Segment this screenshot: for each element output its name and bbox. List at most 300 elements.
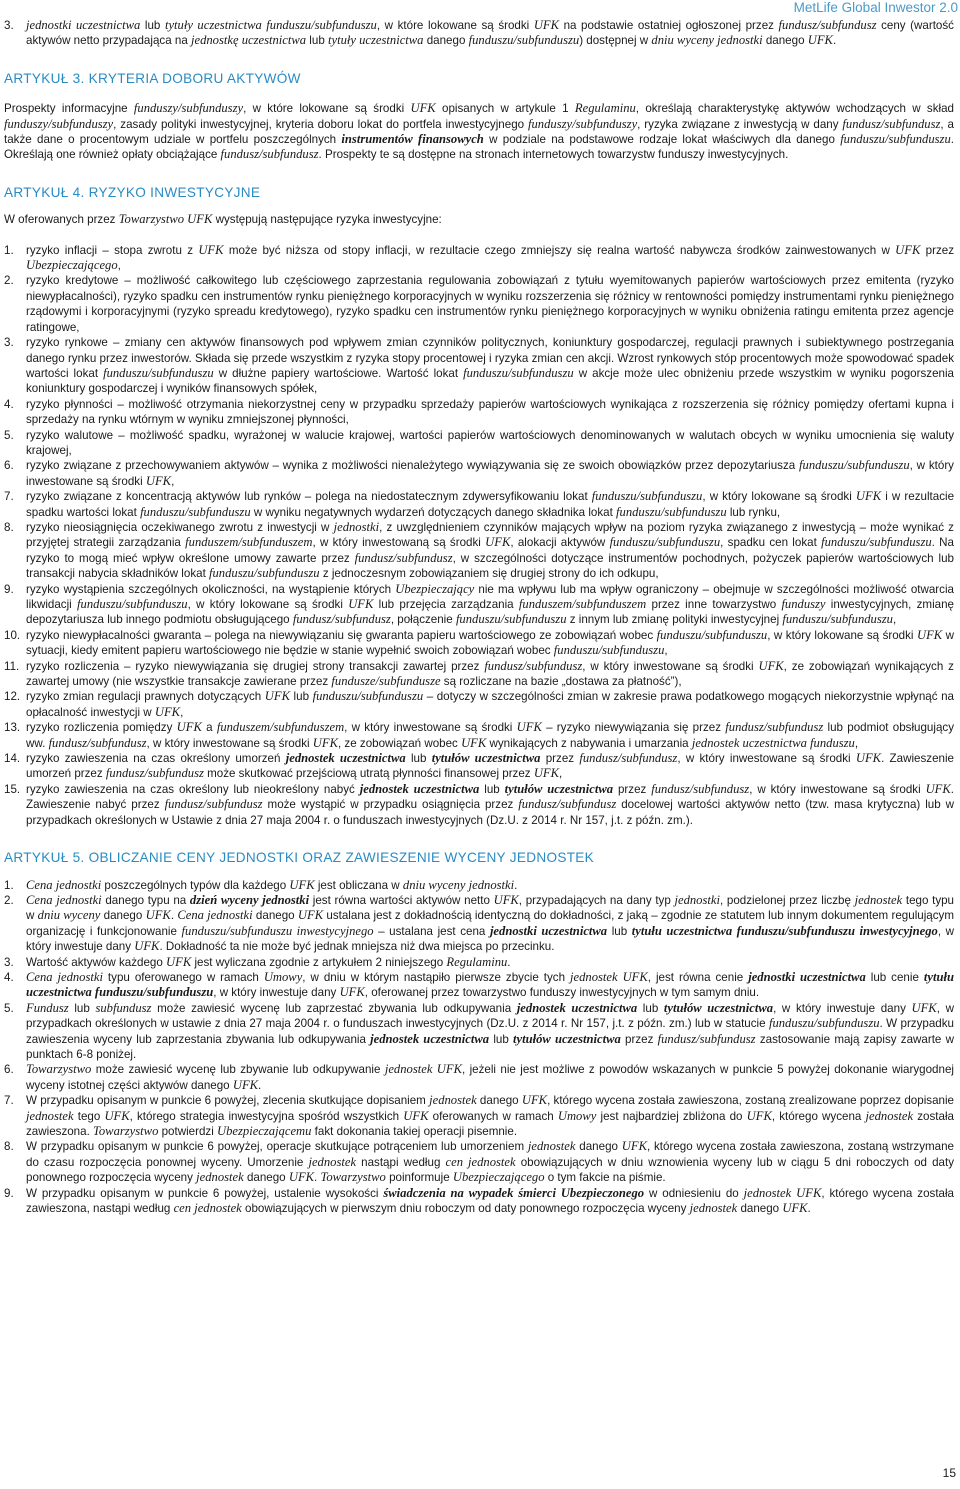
- list-item: [4, 878, 954, 893]
- text-run: ,: [180, 705, 184, 719]
- emphasized-term: dniu wyceny jednostki: [402, 877, 515, 892]
- emphasized-term: jednostek: [743, 1185, 792, 1200]
- list-item: [4, 1186, 954, 1217]
- item-number: 7.: [4, 1094, 14, 1108]
- text-run: .: [507, 955, 511, 969]
- item-text: [26, 336, 954, 395]
- text-run: lub podmiot obsługujący ww.: [26, 721, 954, 750]
- text-run: w dłużne papiery wartościowe. Wartość lokat: [213, 366, 464, 380]
- text-run: , w który inwestuje dany: [773, 1001, 912, 1015]
- emphasized-term: UFK: [807, 33, 833, 48]
- emphasized-term: jednostek: [527, 1139, 576, 1154]
- text-run: ryzyko zawieszenia na czas określony umorzeń: [26, 752, 286, 766]
- item-text: [26, 879, 517, 892]
- emphasized-term: Ubezpieczającemu: [217, 1124, 312, 1138]
- emphasized-term: funduszy/subfunduszy: [133, 101, 244, 116]
- text-run: Prospekty informacyjne: [4, 102, 134, 116]
- text-run: , jest równa cenie: [647, 970, 749, 984]
- text-run: W przypadku opisanym w punkcie 6 powyżej, ustalenie wysokości: [26, 1186, 384, 1200]
- emphasized-term: jednostki uczestnictwa: [489, 923, 608, 938]
- emphasized-term: UFK: [297, 908, 324, 923]
- text-run: inwestycyjnych, zmianę depozytariusza lub innego podmiotu obsługującego: [26, 598, 954, 627]
- emphasized-term: Cena jednostki: [26, 877, 102, 892]
- item-number: 9.: [4, 582, 14, 596]
- list-item: [4, 970, 954, 1001]
- text-run: ryzyko zawieszenia na czas określony lub nieokreślony nabyć: [26, 782, 360, 796]
- emphasized-term: UFK: [461, 735, 487, 750]
- text-run: .: [170, 909, 178, 923]
- text-run: docelowej wartości aktywów netto (tzw. masa krytyczna) lub w przypadkach określonych w Ustawie z dnia 27 maja 2004 r. o funduszach inwestycyjnych (Dz.U. z 2014 r. Nr 157, j.t. z późn. zm.).: [26, 798, 955, 827]
- text-run: , w który inwestowane są środki: [26, 459, 954, 488]
- emphasized-term: UFK: [533, 766, 560, 781]
- text-run: – ryzyko niewywiązania się przez: [541, 721, 726, 735]
- item-number: 1.: [4, 878, 14, 892]
- text-run: przez: [920, 243, 955, 257]
- text-run: i w rezultacie spadku wartości lokat: [26, 490, 955, 519]
- emphasized-term: fundusz/subfundusz: [164, 797, 263, 812]
- emphasized-term: Fundusz: [26, 1000, 69, 1015]
- text-run: W przypadku opisanym w punkcie 6 powyżej, zlecenia skutkujące dopisaniem: [26, 1094, 430, 1108]
- emphasized-term: jednostki: [333, 519, 380, 534]
- text-run: ryzyko rynkowe – zmiany cen aktywów finansowych pod wpływem zmian czynników politycznych, koniunktury gospodarczej, regulacji prawnych i subiektywnego postrzegania danego rynku przez inwestorów. Składa się przede wszystkim z ryzyka stopy procentowej i ryzyka zmian cen akcji. Wzrost rynkowych stóp procentowych może spowodować spadek wartości lokat: [26, 336, 954, 380]
- emphasized-term: Regulaminu: [574, 101, 636, 116]
- text-run: , ze zobowiązań wobec: [337, 736, 462, 750]
- document-page: [4, 0, 954, 1216]
- emphasized-term: UFK: [916, 627, 943, 642]
- text-run: ryzyko związane z przechowywaniem aktywów – wynika z możliwości nienależytego wywiązywania się ze swoich obowiązków przez depozytariusza: [26, 459, 800, 473]
- emphasized-term: funduszu/subfunduszu: [312, 689, 424, 704]
- text-run: lub: [306, 34, 328, 48]
- emphasized-term: jednostek uczestnictwa funduszu: [691, 735, 855, 750]
- text-run: , w który lokowane są środki: [187, 598, 349, 611]
- emphasized-term: tytułów uczestnictwa: [513, 1031, 621, 1046]
- item-number: 12.: [4, 690, 21, 704]
- emphasized-term: UFK: [758, 658, 784, 673]
- text-run: poinformuje: [385, 1171, 453, 1185]
- text-run: Wartość aktywów każdego: [26, 955, 167, 969]
- item-number: 11.: [4, 659, 20, 673]
- item-text: [26, 783, 954, 827]
- text-run: danego: [243, 1171, 289, 1185]
- text-run: ryzyko związane z koncentracją aktywów lub rynków – polega na niedostatecznym zdywersyfikowaniu lokat: [26, 490, 592, 504]
- text-run: ,: [892, 613, 897, 627]
- emphasized-term: fundusz/subfundusz: [292, 612, 391, 627]
- text-run: danego: [476, 1094, 522, 1108]
- text-run: występują następujące ryzyka inwestycyjne:: [212, 213, 442, 227]
- text-run: jest wyliczana zgodnie z artykułem 2 niniejszego: [191, 955, 447, 969]
- item-number: 6.: [4, 1063, 14, 1077]
- text-run: danego: [100, 909, 146, 923]
- text-run: o tym fakcie na piśmie.: [544, 1171, 666, 1185]
- list-item: [4, 1139, 954, 1185]
- emphasized-term: tytułów uczestnictwa: [504, 781, 614, 796]
- text-run: , w który inwestuje dany: [26, 924, 954, 954]
- list-item: [4, 628, 954, 659]
- emphasized-term: funduszu/subfunduszu: [468, 33, 580, 48]
- text-run: typu oferowanego w ramach: [102, 970, 264, 984]
- text-run: , w które lokowane są środki: [243, 102, 411, 116]
- text-run: , określają charakterystykę aktywów wchodzących w skład: [635, 102, 954, 116]
- text-run: , w dniu w którym nastąpiło pierwsze zbycie tych: [302, 970, 571, 984]
- text-run: , z uwzględnieniem czynników mających wpływ na poziom ryzyka związanego z inwestycją – może wynikać z przyjętej strategii zarządzania: [26, 520, 954, 550]
- text-run: , spadku cen lokat: [720, 536, 822, 550]
- emphasized-term: fundusz/subfundusz: [48, 735, 147, 750]
- emphasized-term: jednostkę uczestnictwa: [191, 33, 307, 48]
- text-run: . Określają one również opłaty obciążające: [4, 133, 954, 162]
- emphasized-term: fundusz/subfundusz: [651, 781, 750, 796]
- text-run: ryzyko kredytowe – możliwość całkowitego lub częściowego zaprzestania regulowania zobowiązań z tytułu wyemitowanych papierów wartościowych przez emitenta (ryzyko niewypłacalności), ryzyko spadku cen instrumentów rynku pieniężnego korporacyjnych w wyniku rozszerzenia się różnicy w rentowności pomiędzy instrumentami rynku pieniężnego rządowymi i korporacyjnymi (ryzyko spreadu kredytowego), ryzyko spadku cen instrumentów rynku pieniężnego korporacyjnych w wyniku obniżenia ratingu emitenta przez agencje ratingowe,: [26, 274, 954, 334]
- item-number: 10.: [4, 628, 21, 642]
- text-run: , oferowanej przez towarzystwo funduszy inwestycyjnych w tym samym dniu.: [364, 986, 760, 1000]
- valuation-list: [4, 878, 954, 1217]
- item-number: 6.: [4, 459, 14, 473]
- text-run: oferowanych w ramach: [428, 1109, 558, 1123]
- text-run: może być niższa od stopy inflacji, w rezultacie czego zmniejszy się realna wartość nabywcza środków zainwestowanych w: [223, 243, 896, 257]
- emphasized-term: UFK: [154, 704, 181, 719]
- text-run: przez: [540, 752, 580, 766]
- text-run: , którego wycena: [771, 1109, 866, 1123]
- emphasized-term: funduszy: [781, 597, 826, 611]
- item-text: [26, 1140, 954, 1184]
- text-run: , w które lokowane są środki: [376, 19, 534, 32]
- text-run: , w który inwestowane są środki: [344, 721, 517, 735]
- item-number: 5.: [4, 428, 14, 442]
- emphasized-term: funduszu/subfunduszu: [821, 535, 932, 550]
- emphasized-term: fundusz/subfundusz: [579, 751, 678, 766]
- item-text: [26, 721, 954, 749]
- text-run: W oferowanych przez: [4, 213, 119, 227]
- emphasized-term: UFK: [288, 1170, 315, 1185]
- emphasized-term: dniu wyceny jednostki: [651, 33, 763, 48]
- emphasized-term: funduszem/subfunduszem: [518, 597, 647, 611]
- item-number: 5.: [4, 1001, 14, 1015]
- emphasized-term: funduszu/subfunduszu: [782, 612, 893, 627]
- text-run: lub rynku,: [726, 505, 781, 519]
- text-run: z jednoczesnym zobowiązaniem się drugiej strony do ich odkupu,: [319, 567, 659, 581]
- emphasized-term: tytułu uczestnictwa funduszu/subfunduszu: [26, 969, 954, 1000]
- item-text: [26, 521, 954, 580]
- list-item: [4, 520, 954, 582]
- text-run: lub: [68, 1001, 96, 1015]
- emphasized-term: funduszu/subfunduszu: [77, 597, 188, 611]
- list-item: [4, 397, 954, 428]
- item-number: 8.: [4, 520, 14, 534]
- emphasized-term: UFK: [746, 1108, 772, 1123]
- emphasized-term: UFK: [533, 18, 560, 32]
- emphasized-term: tytułów uczestnictwa: [431, 751, 541, 766]
- text-run: ustalana jest z dokładnością identyczną do dokładności, z jaką – zgodnie ze statutem lub innym dokumentem regulującym organizację i funkcjonowanie: [26, 909, 954, 938]
- emphasized-term: UFK: [796, 1185, 822, 1200]
- emphasized-term: tytułów uczestnictwa: [663, 1000, 774, 1015]
- emphasized-term: tytuły uczestnictwa: [328, 33, 424, 48]
- emphasized-term: jednostek: [308, 1154, 357, 1169]
- emphasized-term: funduszu/subfunduszu: [799, 458, 910, 473]
- text-run: , którego wycena została zawieszona, zostaną wstrzymane do czasu rozpoczęcia ponownej wyceny. Umorzenie: [26, 1140, 955, 1169]
- emphasized-term: Towarzystwo: [320, 1170, 386, 1185]
- list-item: [4, 243, 954, 274]
- text-run: ceny (wartość aktywów netto przypadająca na: [26, 19, 954, 48]
- text-run: , przypadających na dany typ: [518, 893, 675, 907]
- emphasized-term: funduszu/subfunduszu: [209, 566, 320, 581]
- text-run: , w który lokowane są środki: [702, 490, 856, 504]
- emphasized-term: jednostek: [570, 969, 618, 984]
- text-run: w sytuacji, kiedy emitent papieru wartościowego nie będzie w stanie wypełnić swoich zobowiązań wobec: [26, 628, 955, 658]
- text-run: ryzyko niewypłacalności gwaranta – polega na niewywiązaniu się gwaranta papieru wartościowego ze zobowiązań wobec: [26, 628, 657, 642]
- emphasized-term: UFK: [232, 1077, 259, 1092]
- emphasized-term: fundusz/subfundusz: [220, 147, 319, 162]
- emphasized-term: funduszem/subfunduszem: [216, 720, 345, 735]
- emphasized-term: jednostek: [384, 1062, 433, 1077]
- emphasized-term: funduszu/subfunduszu: [103, 365, 214, 380]
- item-text: [26, 971, 954, 999]
- text-run: , którego wycena została zawieszona, zostaną zrealizowane poprzez dopisanie: [547, 1094, 954, 1108]
- list-item: [4, 782, 954, 828]
- emphasized-term: UFK: [895, 242, 921, 257]
- text-run: . Dokładność ta nie może być jednak mniejsza niż dwa miejsca po przecinku.: [159, 940, 555, 954]
- text-run: ryzyko rozliczenia pomiędzy: [26, 721, 177, 735]
- item-number: 3.: [4, 955, 14, 969]
- item-number: 13.: [4, 721, 21, 735]
- emphasized-term: UFK: [485, 535, 511, 550]
- emphasized-term: UFK: [621, 1139, 647, 1154]
- text-run: obowiązujących w dniu wznowienia wyceny lub w ciągu 5 dni roboczych od daty ponownego rozpoczęcia wyceny: [26, 1155, 954, 1185]
- item-number: 15.: [4, 782, 21, 796]
- text-run: może wystąpić w przypadku osiągnięcia przez: [262, 798, 519, 812]
- text-run: przez: [620, 1032, 658, 1046]
- text-run: ryzyko wystąpienia szczególnych okoliczności, na wystąpienie których: [26, 582, 396, 596]
- item-text: [26, 1187, 954, 1215]
- emphasized-term: UFK: [166, 954, 192, 969]
- text-run: opisanych w artykule 1: [435, 102, 575, 116]
- emphasized-term: jednostek uczestnictwa: [370, 1031, 490, 1046]
- emphasized-term: UFK: [104, 1108, 130, 1123]
- text-run: lub przejęcia zarządzania: [373, 598, 519, 611]
- emphasized-term: funduszu/subfunduszu: [656, 627, 768, 642]
- text-run: ) dostępnej w: [579, 34, 652, 48]
- item-number: 3.: [4, 19, 14, 32]
- text-run: , w który lokowane są środki: [767, 628, 917, 642]
- text-run: w wyniku negatywnych wydarzeń dotyczących danego składnika lokat: [250, 505, 617, 519]
- emphasized-term: Towarzystwo UFK: [118, 212, 213, 227]
- item-text: [26, 1063, 954, 1091]
- text-run: wynikających z nabywania i umarzania: [486, 736, 692, 750]
- text-run: . W przypadku zawieszenia wyceny lub zaprzestania zbywania lub odkupywania: [26, 1017, 954, 1046]
- text-run: , alokacji aktywów: [510, 536, 610, 550]
- text-run: jest najbardziej zbliżona do: [596, 1109, 747, 1123]
- emphasized-term: funduszu/subfunduszu: [553, 643, 665, 658]
- article-3-paragraph: [4, 101, 954, 163]
- emphasized-term: jednostki uczestnictwa: [26, 18, 141, 32]
- text-run: lub: [479, 782, 505, 796]
- emphasized-term: UFK: [493, 892, 519, 907]
- text-run: danego: [737, 1202, 783, 1216]
- list-item: [4, 720, 954, 751]
- emphasized-term: UFK: [289, 877, 315, 892]
- text-run: jest obliczana w: [314, 878, 403, 892]
- text-run: , ze zobowiązań wynikających z zawartej umowy (nie wszystkie transakcje zawierane przez: [26, 659, 954, 689]
- emphasized-term: UFK: [134, 939, 160, 954]
- emphasized-term: UFK: [312, 735, 338, 750]
- emphasized-term: UFK: [403, 1108, 429, 1123]
- item-number: 4.: [4, 970, 14, 984]
- text-run: nie ma wpływu lub ma wpływ ograniczony – obejmuje w szczególności możliwość otwarcia likwidacji: [26, 582, 954, 611]
- text-run: ,: [664, 644, 668, 658]
- list-item: [4, 689, 954, 720]
- text-run: .: [258, 1078, 262, 1092]
- text-run: , jeżeli nie jest możliwe z powodów wskazanych w punkcie 5 powyżej dokonanie wiarygodnej wyceny istotnej części aktywów danego: [26, 1063, 954, 1092]
- item-text: [26, 752, 954, 780]
- text-run: na podstawie ostatniej ogłoszonej przez: [559, 19, 779, 32]
- text-run: ,: [117, 259, 121, 273]
- text-run: są rozliczane na bazie „dostawa za płatność”),: [440, 675, 682, 689]
- article-4-heading: ARTYKUŁ 4. RYZYKO INWESTYCYJNE: [4, 184, 261, 200]
- emphasized-term: Umowy: [263, 969, 303, 984]
- item-text: [26, 244, 954, 272]
- text-run: , w szczególności dotyczące instrumentów pochodnych, pożyczek papierów wartościowych lub transakcji nabycia składników lokat: [26, 551, 954, 581]
- text-run: fakt dokonania takiej operacji pisemnie.: [311, 1125, 518, 1138]
- text-run: , zasady polityki inwestycyjnej, kryteria doboru lokat do portfela inwestycyjnego: [113, 117, 529, 131]
- article-5-heading: ARTYKUŁ 5. OBLICZANIE CENY JEDNOSTKI ORAZ ZAWIESZENIE WYCENY JEDNOSTEK: [4, 850, 595, 866]
- text-run: , połączenie: [390, 613, 456, 627]
- emphasized-term: funduszu/subfunduszu: [455, 612, 567, 627]
- item-text: [26, 1094, 954, 1138]
- list-item: [4, 273, 954, 335]
- list-item: [4, 1093, 954, 1139]
- emphasized-term: fundusz/subfundusz: [657, 1031, 756, 1046]
- emphasized-term: Towarzystwo: [26, 1062, 92, 1077]
- text-run: ryzyko walutowe – możliwość spadku, wyrażonej w walucie krajowej, wartości papierów wartościowych denominowanych w walutach obcych w wyniku umocnienia się waluty krajowej,: [26, 428, 954, 457]
- text-run: w podziale na podstawowe rodzaje lokat właściwych dla danego: [483, 133, 841, 147]
- text-run: danego: [575, 1140, 622, 1154]
- text-run: z innym lub zmianę polityki inwestycyjnej: [566, 613, 783, 627]
- text-run: ,: [559, 767, 563, 781]
- item-number: 1.: [4, 243, 14, 257]
- item-text: [26, 894, 954, 953]
- item-text: [26, 19, 954, 47]
- emphasized-term: tytuły uczestnictwa funduszu/subfunduszu: [164, 18, 377, 32]
- emphasized-term: UFK: [521, 1093, 548, 1108]
- emphasized-term: jednostek uczestnictwa: [285, 751, 406, 766]
- text-run: ,: [854, 736, 859, 750]
- emphasized-term: fundusz/subfundusz: [518, 797, 617, 812]
- text-run: , a także dane o procentowym udziale w portfelu poszczególnych: [4, 117, 954, 147]
- list-item: [4, 458, 954, 489]
- emphasized-term: Umowy: [557, 1108, 597, 1123]
- list-item: [4, 751, 954, 782]
- emphasized-term: cen jednostek: [173, 1201, 242, 1216]
- text-run: , w który inwestowane są środki: [146, 736, 313, 750]
- text-run: została zawieszona.: [26, 1109, 954, 1138]
- text-run: , w przypadkach określonych w ustawie z dnia 27 maja 2004 r. o funduszach inwestycyjnych (Dz.U. z 2014 r. Nr 157, j.t. z późn. zm.) lub w statucie: [26, 1001, 954, 1031]
- text-run: lub: [607, 924, 632, 938]
- emphasized-term: funduszu/subfunduszu: [616, 504, 727, 519]
- emphasized-term: subfundusz: [95, 1000, 152, 1015]
- emphasized-term: Cena jednostki: [26, 892, 102, 907]
- emphasized-term: fundusz/subfundusz: [354, 550, 453, 565]
- emphasized-term: funduszu/subfunduszu: [840, 132, 951, 147]
- emphasized-term: jednostek: [429, 1093, 477, 1108]
- emphasized-term: UFK: [855, 751, 882, 766]
- emphasized-term: UFK: [410, 101, 436, 116]
- text-run: ryzyko inflacji – stopa zwrotu z: [26, 243, 199, 257]
- text-run: lub cenie: [865, 970, 924, 984]
- text-run: danego: [423, 34, 469, 48]
- emphasized-term: fundusz/subfundusz: [842, 116, 941, 131]
- item-number: 8.: [4, 1140, 14, 1154]
- text-run: przez: [613, 782, 652, 796]
- list-item: [4, 955, 954, 970]
- item-text: [26, 660, 954, 688]
- emphasized-term: jednostek: [196, 1170, 244, 1185]
- emphasized-term: UFK: [348, 597, 374, 611]
- text-run: , którego strategia inwestycyjna spośród wszystkich: [129, 1109, 404, 1123]
- emphasized-term: UFK: [145, 908, 171, 923]
- emphasized-term: UFK: [198, 242, 224, 257]
- list-item: [4, 335, 954, 397]
- text-run: , w który inwestuje dany: [213, 986, 340, 1000]
- list-item: [4, 1001, 954, 1063]
- text-run: – dotyczy w szczególności zmian w zakresie prawa podatkowego mogących niekorzystnie wpłynąć na opłacalność inwestycji w: [26, 690, 954, 719]
- emphasized-term: świadczenia na wypadek śmierci Ubezpieczonego: [383, 1185, 645, 1200]
- text-run: może zawiesić wycenę lub zbywanie lub odkupywanie: [91, 1063, 385, 1077]
- emphasized-term: UFK: [176, 720, 202, 735]
- emphasized-term: UFK: [622, 969, 648, 984]
- item-number: 14.: [4, 752, 21, 766]
- emphasized-term: jednostek: [689, 1201, 738, 1216]
- text-run: tego: [73, 1109, 105, 1123]
- text-run: lub: [489, 1032, 514, 1046]
- emphasized-term: jednostek: [865, 1108, 914, 1123]
- text-run: .: [832, 34, 837, 48]
- intro-list: [4, 18, 954, 49]
- text-run: może zawiesić wycenę lub zaprzestać zbywania lub odkupywania: [151, 1001, 517, 1015]
- text-run: w akcje może ulec obniżeniu przede wszystkim w wyniku pogorszenia koniunktury gospodarczej i wyników finansowych spółek,: [26, 366, 954, 396]
- emphasized-term: jednostek: [26, 1108, 74, 1123]
- emphasized-term: funduszu/subfunduszu: [609, 535, 721, 550]
- text-run: nastąpi według: [356, 1155, 446, 1169]
- text-run: lub: [405, 752, 432, 766]
- emphasized-term: fundusze/subfundusze: [331, 674, 441, 689]
- text-run: . Zawieszenie nabyć przez: [26, 782, 954, 812]
- emphasized-term: UFK: [855, 489, 882, 504]
- text-run: , w który inwestowane są środki: [749, 782, 926, 796]
- emphasized-term: jednostek uczestnictwa: [359, 781, 480, 796]
- item-number: 2.: [4, 893, 14, 907]
- emphasized-term: fundusz/subfundusz: [725, 720, 824, 735]
- text-run: ryzyko nieosiągnięcia oczekiwanego zwrotu z inwestycji w: [26, 520, 334, 534]
- emphasized-term: fundusz/subfundusz: [778, 18, 877, 32]
- risk-list: [4, 243, 954, 828]
- text-run: ryzyko płynności – możliwość otrzymania niekorzystnej ceny w przypadku sprzedaży papierów wartościowych wynikająca z rozszerzenia się różnicy pomiędzy ofertami kupna i sprzedaży na rynku wtórnym w wyniku zmniejszonej płynności,: [26, 397, 954, 427]
- item-number: 9.: [4, 1186, 14, 1200]
- text-run: , którego wycena została zawieszona, nastąpi według: [26, 1186, 955, 1216]
- emphasized-term: funduszu/subfunduszu: [591, 489, 703, 504]
- item-text: [26, 490, 954, 518]
- emphasized-term: instrumentów finansowych: [341, 132, 484, 147]
- list-item: [4, 582, 954, 628]
- item-text: [26, 398, 954, 426]
- emphasized-term: Regulaminu: [446, 954, 508, 969]
- page-number: 15: [942, 1466, 956, 1480]
- emphasized-term: funduszu/subfunduszu: [140, 504, 251, 519]
- emphasized-term: dniu wyceny: [37, 908, 101, 923]
- list-item: [4, 428, 954, 459]
- text-run: zastosowanie mają zapisy zawarte w punktach 6-8 poniżej.: [26, 1032, 954, 1061]
- text-run: danego: [762, 34, 808, 48]
- list-item: [4, 893, 954, 955]
- emphasized-term: Ubezpieczającego: [26, 258, 118, 273]
- list-item: [4, 489, 954, 520]
